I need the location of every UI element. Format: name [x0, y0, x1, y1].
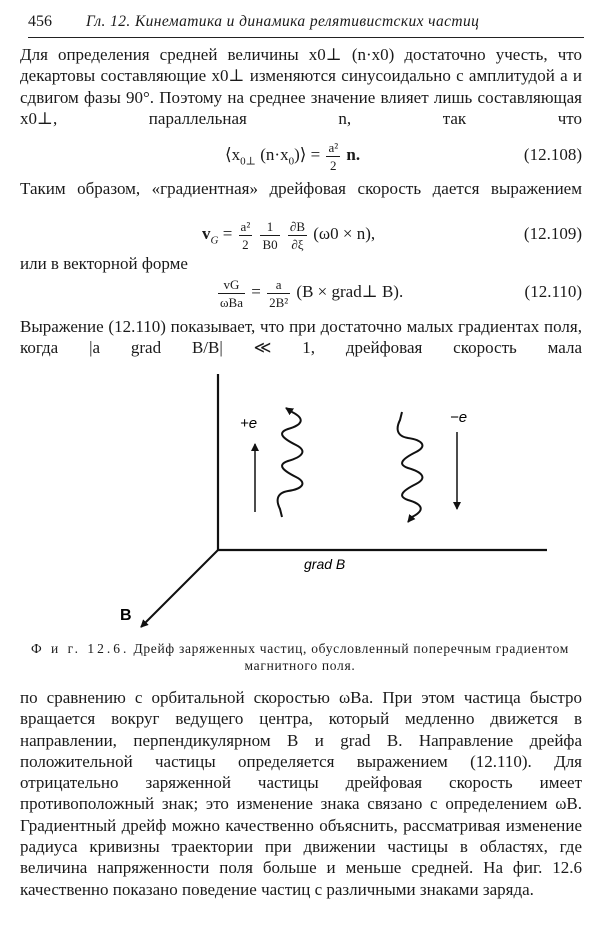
paragraph-1: Для определения средней величины x0⊥ (n·x0) достаточно учесть, что декартовы составляющие x0⊥ изменяются синусоидально с амплитудой a и сдвигом фазы 90°. Поэтому на среднее значение влияет лишь составляющая x0⊥, параллельная n, так что — [20, 45, 582, 128]
equation-12-108-body: $⟨x_{0\perp}$ $(n\cdot x_0)⟩$ = $\frac{\text{a²}}{2}$ n. — [225, 139, 361, 173]
b-axis-arrow — [141, 550, 218, 627]
positive-charge-label: +e — [240, 415, 258, 432]
caption-label: Ф и г. 12.6. — [30, 641, 130, 656]
equation-12-109 — [20, 212, 582, 256]
figure-12-6 — [0, 362, 600, 632]
paragraph-4: Выражение (12.110) показывает, что при достаточно малых градиентах поля, когда |a grad B/B| ≪ 1, дрейфовая скорость мала — [20, 317, 582, 358]
negative-charge-label: −e — [450, 409, 468, 426]
header-rule — [28, 37, 584, 38]
equation-12-110-body: $\frac{vG}{\text{ωBa}}$ = $\frac{a}{\text{2B²}}$ (B × grad⊥ B). — [220, 276, 404, 310]
page-number: 456 — [28, 13, 52, 30]
running-header — [28, 13, 584, 35]
running-title: Гл. 12. Кинематика и динамика релятивистских частиц — [86, 13, 480, 30]
positive-particle-helix — [278, 408, 303, 517]
fraction: $\frac{\text{a²}}{2}$ — [240, 218, 251, 252]
paragraph-5: по сравнению с орбитальной скоростью ωBa. При этом частица быстро вращается вокруг ведущего центра, который медленно движется в направлении, перпендикулярном B и grad B. Направление дрейфа положительной частицы определяется выражением (12.110). Для отрицательно заряженной частицы дрейфовая скорость имеет противоположный знак; это изменение знака связано с определением ωB. Градиентный дрейф можно качественно объяснить, рассматривая изменение радиуса кривизны траектории при движении частицы в областях, где величина напряженности поля больше и меньше средней. На фиг. 12.6 качественно показано поведение частиц с различными знаками заряда. — [20, 688, 582, 899]
paragraph-3: или в векторной форме — [20, 254, 188, 273]
grad-b-label: grad B — [304, 556, 346, 572]
equation-12-108 — [20, 133, 582, 177]
fraction: $\frac{vG}{\text{ωBa}}$ — [220, 276, 243, 310]
caption-text: Дрейф заряженных частиц, обусловленный поперечным градиентом магнитного поля. — [133, 641, 570, 673]
b-label: B — [120, 607, 132, 624]
equation-12-109-body: $v_G$ = $\frac{\text{a²}}{2}$ $\frac{1}{B0}$ $\frac{\partial B}{\partial\xi}$ (ω0 × n), — [202, 218, 376, 252]
fraction: $\frac{a}{\text{2B²}}$ — [269, 276, 289, 310]
fraction: $\frac{\partial B}{\partial\xi}$ — [289, 218, 305, 252]
equation-number: (12.110) — [524, 282, 582, 301]
equation-number: (12.109) — [523, 224, 582, 243]
figure-caption — [30, 640, 570, 674]
fraction: $\frac{\text{a²}}{2}$ — [328, 139, 339, 173]
paragraph-2: Таким образом, «градиентная» дрейфовая скорость дается выражением — [20, 179, 582, 198]
equation-number: (12.108) — [523, 145, 582, 164]
fraction: $\frac{1}{B0}$ — [262, 218, 278, 252]
negative-particle-helix — [398, 412, 423, 522]
equation-12-110 — [20, 270, 582, 314]
